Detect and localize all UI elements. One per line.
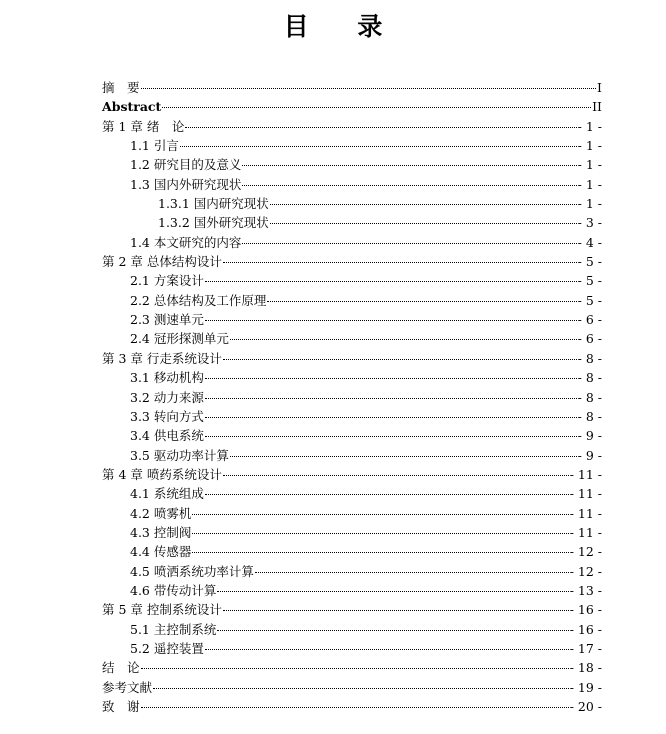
toc-entry-label: 1.3.1 国内研究现状 [158, 196, 269, 212]
toc-entry-page-number: - 1 - [577, 196, 602, 212]
toc-dot-leader [192, 513, 568, 515]
toc-dot-leader [205, 648, 569, 650]
toc-entry[interactable] [102, 271, 602, 290]
toc-dot-leader [180, 145, 577, 147]
toc-entry-page-number: - 11 - [569, 505, 602, 521]
toc-dot-leader [141, 706, 569, 708]
toc-entry-label: 第 3 章 行走系统设计 [102, 350, 222, 366]
toc-dot-leader [185, 126, 576, 128]
toc-entry-label: 2.2 总体结构及工作原理 [130, 292, 267, 308]
toc-dot-leader [192, 551, 568, 553]
toc-entry[interactable] [102, 542, 602, 561]
toc-entry-page-number: - 18 - [569, 660, 602, 676]
toc-entry-page-number: - 12 - [569, 544, 602, 560]
toc-entry-page-number: - 6 - [577, 312, 602, 328]
toc-entry[interactable] [102, 194, 602, 213]
toc-entry-label: 3.5 驱动功率计算 [130, 447, 229, 463]
toc-entry-label: 1.2 研究目的及意义 [130, 157, 242, 173]
toc-dot-leader [141, 667, 569, 669]
toc-title: 目 录 [283, 12, 403, 41]
toc-dot-leader [255, 571, 569, 573]
toc-entry-label: 结 论 [102, 660, 140, 676]
toc-dot-leader [141, 87, 597, 89]
toc-entry-label: 5.2 遥控装置 [130, 640, 204, 656]
toc-entry-page-number: - 16 - [569, 602, 602, 618]
toc-dot-leader [267, 300, 576, 302]
toc-dot-leader [217, 629, 568, 631]
toc-dot-leader [205, 435, 577, 437]
toc-entry-page-number: I [597, 80, 602, 95]
toc-entry[interactable] [102, 465, 602, 484]
toc-entry[interactable] [102, 620, 602, 639]
toc-dot-leader [270, 222, 577, 224]
toc-entry[interactable] [102, 291, 602, 310]
toc-entry-page-number: - 8 - [577, 370, 602, 386]
toc-entry-label: 1.3 国内外研究现状 [130, 176, 242, 192]
toc-entry-page-number: - 8 - [577, 350, 602, 366]
toc-entry-page-number: - 5 - [577, 254, 602, 270]
toc-entry[interactable] [102, 484, 602, 503]
toc-entry-label: 2.3 测速单元 [130, 312, 204, 328]
toc-entry-page-number: - 8 - [577, 408, 602, 424]
toc-entry-page-number: - 17 - [569, 640, 602, 656]
toc-entry[interactable] [102, 523, 602, 542]
toc-dot-leader [230, 455, 577, 457]
toc-entry-label: 4.4 传感器 [130, 544, 192, 560]
toc-entry-label: 致 谢 [102, 699, 140, 714]
toc-entry-page-number: - 16 - [569, 621, 602, 637]
toc-list [102, 78, 602, 716]
toc-entry-label: 4.3 控制阀 [130, 524, 192, 540]
toc-entry[interactable] [102, 117, 602, 136]
toc-entry[interactable] [102, 697, 602, 716]
toc-entry-page-number: - 1 - [577, 118, 602, 134]
toc-entry-page-number: - 8 - [577, 389, 602, 405]
toc-dot-leader [205, 493, 569, 495]
toc-entry[interactable] [102, 426, 602, 445]
toc-dot-leader [192, 532, 568, 534]
toc-entry[interactable] [102, 155, 602, 174]
toc-entry-label: 4.5 喷洒系统功率计算 [130, 563, 254, 579]
toc-entry-page-number: - 11 - [569, 524, 602, 540]
toc-entry-page-number: II [592, 99, 602, 115]
toc-entry[interactable] [102, 78, 602, 97]
toc-dot-leader [205, 377, 577, 379]
toc-dot-leader [205, 319, 577, 321]
toc-entry-label: 3.1 移动机构 [130, 370, 204, 386]
toc-entry-label: 第 2 章 总体结构设计 [102, 254, 222, 270]
toc-entry-label: 参考文献 [102, 679, 153, 695]
toc-entry[interactable] [102, 407, 602, 426]
toc-entry-page-number: - 1 - [577, 157, 602, 173]
toc-entry[interactable] [102, 388, 602, 407]
toc-entry[interactable] [102, 504, 602, 523]
toc-entry-page-number: - 1 - [577, 176, 602, 192]
toc-entry[interactable] [102, 233, 602, 252]
toc-entry-page-number: - 6 - [577, 331, 602, 347]
toc-dot-leader [270, 203, 577, 205]
toc-entry[interactable] [102, 639, 602, 658]
toc-entry[interactable] [102, 446, 602, 465]
toc-entry-page-number: - 20 - [569, 699, 602, 714]
toc-entry[interactable] [102, 97, 602, 116]
toc-entry[interactable] [102, 678, 602, 697]
toc-dot-leader [223, 261, 577, 263]
toc-entry-label: 1.4 本文研究的内容 [130, 234, 242, 250]
toc-dot-leader [242, 242, 576, 244]
toc-dot-leader [205, 280, 577, 282]
toc-entry[interactable] [102, 175, 602, 194]
toc-entry[interactable] [102, 562, 602, 581]
toc-entry-label: 2.4 冠形探测单元 [130, 331, 229, 347]
toc-entry-label: 5.1 主控制系统 [130, 621, 217, 637]
toc-entry-label: 4.2 喷雾机 [130, 505, 192, 521]
toc-entry-label: 3.4 供电系统 [130, 428, 204, 444]
toc-dot-leader [153, 687, 569, 689]
toc-entry-page-number: - 1 - [577, 138, 602, 154]
toc-entry-label: 1.3.2 国外研究现状 [158, 215, 269, 231]
toc-dot-leader [205, 397, 577, 399]
toc-dot-leader [162, 106, 591, 108]
toc-dot-leader [223, 609, 569, 611]
toc-entry-page-number: - 5 - [577, 273, 602, 289]
toc-entry[interactable] [102, 252, 602, 271]
toc-entry-label: 第 4 章 喷药系统设计 [102, 466, 222, 482]
toc-entry-page-number: - 5 - [577, 292, 602, 308]
toc-entry-label: 3.2 动力来源 [130, 389, 204, 405]
toc-dot-leader [217, 590, 568, 592]
toc-entry-label: 1.1 引言 [130, 138, 179, 154]
toc-entry[interactable] [102, 581, 602, 600]
toc-entry-page-number: - 4 - [577, 234, 602, 250]
toc-dot-leader [223, 474, 569, 476]
toc-entry[interactable] [102, 600, 602, 619]
toc-entry-label: 2.1 方案设计 [130, 273, 204, 289]
toc-entry-page-number: - 19 - [569, 679, 602, 695]
toc-entry[interactable] [102, 136, 602, 155]
toc-entry-label: 4.6 带传动计算 [130, 582, 217, 598]
toc-dot-leader [242, 184, 576, 186]
toc-entry[interactable] [102, 368, 602, 387]
toc-entry-label: 4.1 系统组成 [130, 486, 204, 502]
toc-dot-leader [223, 358, 577, 360]
toc-entry[interactable] [102, 658, 602, 677]
toc-entry-label: 摘 要 [102, 80, 140, 95]
toc-entry[interactable] [102, 213, 602, 232]
toc-entry-label: 第 1 章 绪 论 [102, 118, 185, 134]
toc-entry-page-number: - 3 - [577, 215, 602, 231]
toc-entry-page-number: - 11 - [569, 466, 602, 482]
toc-entry-page-number: - 11 - [569, 486, 602, 502]
toc-dot-leader [242, 164, 576, 166]
toc-entry-label: 3.3 转向方式 [130, 408, 204, 424]
toc-entry-page-number: - 12 - [569, 563, 602, 579]
toc-entry[interactable] [102, 349, 602, 368]
toc-entry[interactable] [102, 310, 602, 329]
toc-dot-leader [205, 416, 577, 418]
toc-entry-label: 第 5 章 控制系统设计 [102, 602, 222, 618]
toc-entry-page-number: - 9 - [577, 428, 602, 444]
toc-entry-page-number: - 9 - [577, 447, 602, 463]
toc-entry-page-number: - 13 - [569, 582, 602, 598]
toc-entry[interactable] [102, 329, 602, 348]
toc-dot-leader [230, 338, 577, 340]
toc-entry-label: Abstract [102, 99, 162, 115]
